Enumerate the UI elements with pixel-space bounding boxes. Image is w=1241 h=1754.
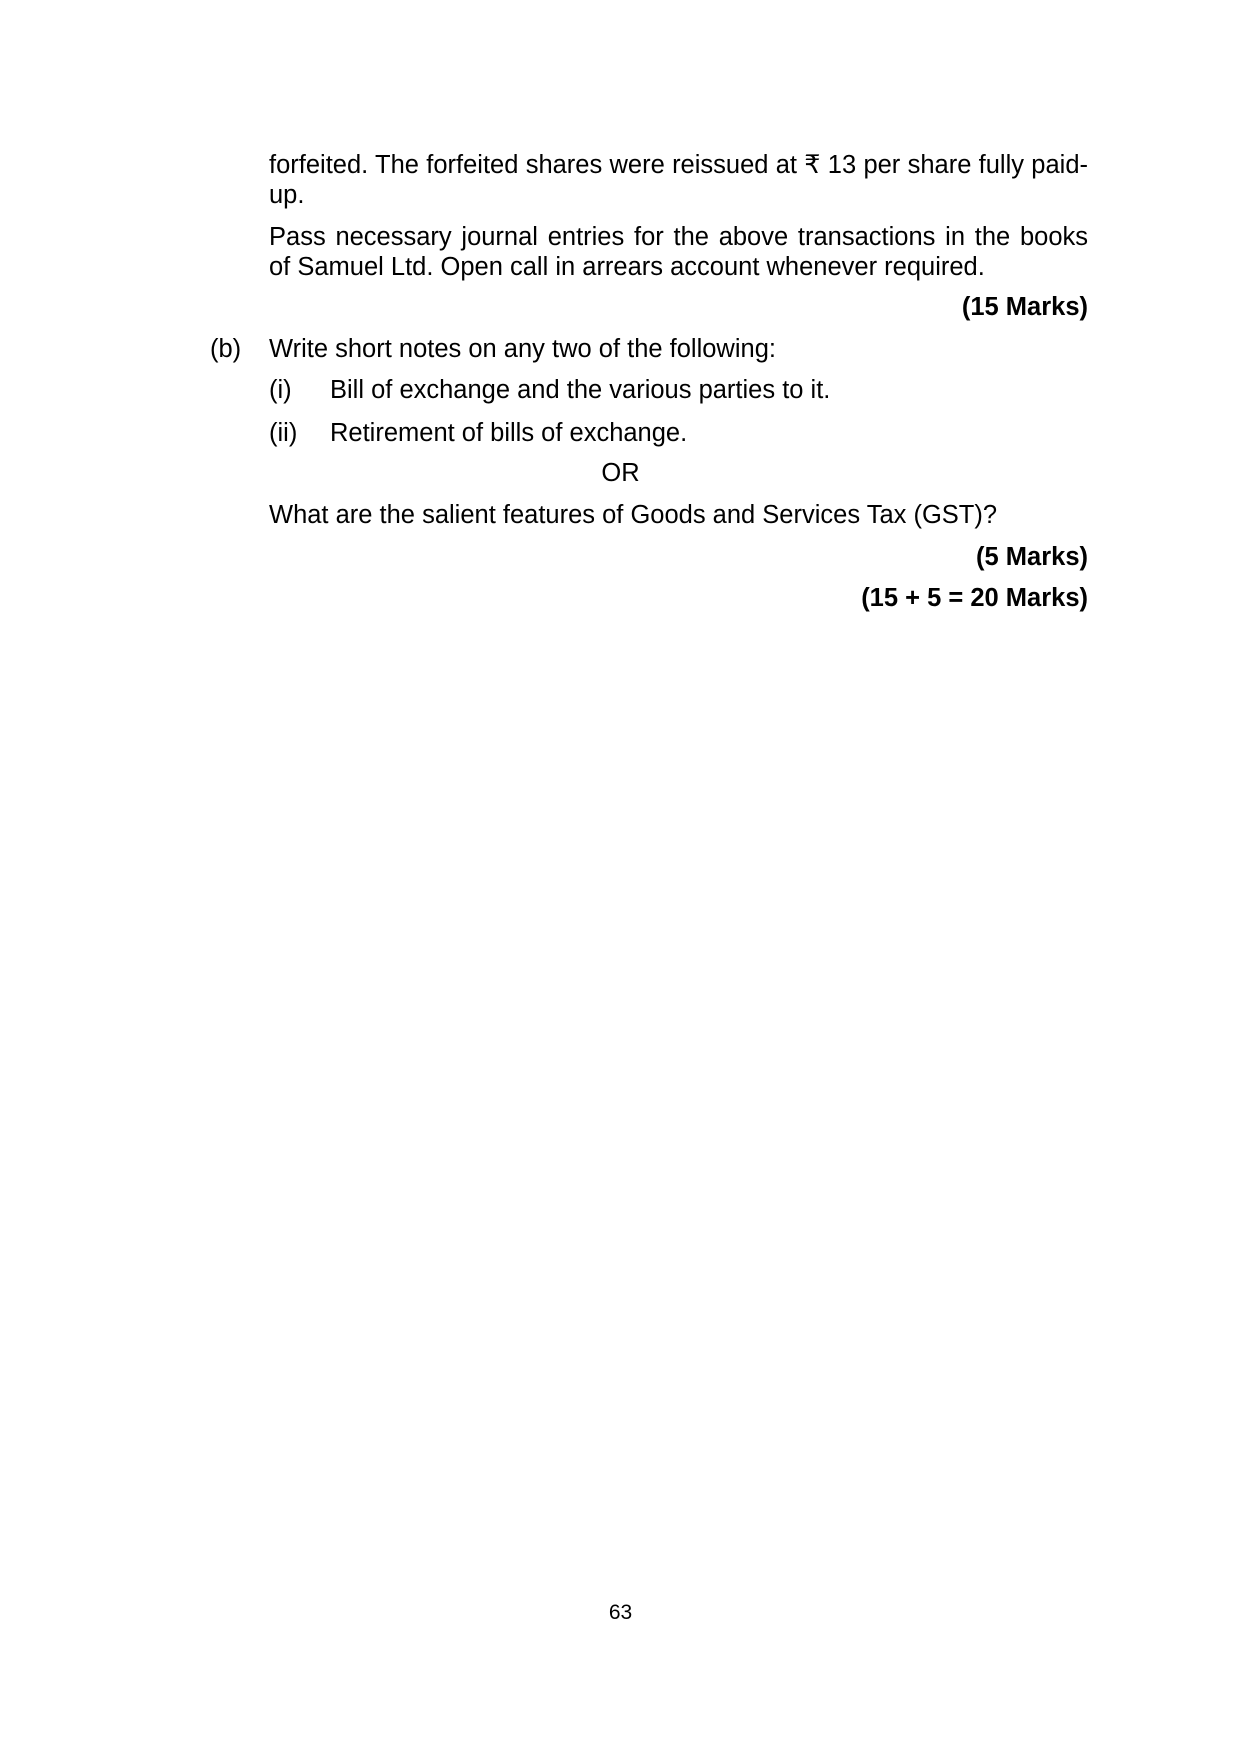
- instruction-line: of Samuel Ltd. Open call in arrears account whenever required.: [269, 253, 985, 281]
- list-item-label: (i): [269, 376, 292, 404]
- question-b-header: [0, 334, 1241, 364]
- list-item: [0, 418, 1241, 448]
- list-item-text: Bill of exchange and the various parties to it.: [330, 376, 831, 404]
- question-b-prompt: Write short notes on any two of the following:: [269, 335, 776, 363]
- question-b-marks: (5 Marks): [976, 543, 1088, 571]
- page-number: 63: [608, 1601, 633, 1624]
- total-marks: (15 + 5 = 20 Marks): [861, 584, 1088, 612]
- continuation-line: up.: [269, 181, 305, 209]
- question-a-marks: (15 Marks): [961, 293, 1088, 321]
- question-b-label: (b): [210, 335, 242, 363]
- or-separator: OR: [601, 459, 640, 487]
- instruction-paragraph: [269, 222, 1088, 282]
- list-item-label: (ii): [269, 419, 298, 447]
- list-item-text: Retirement of bills of exchange.: [330, 419, 688, 447]
- alternative-question: What are the salient features of Goods and Services Tax (GST)?: [269, 501, 998, 529]
- continuation-paragraph: [269, 150, 1088, 210]
- instruction-line: Pass necessary journal entries for the above transactions in the books: [269, 223, 1088, 251]
- list-item: [0, 375, 1241, 405]
- continuation-line: forfeited. The forfeited shares were reissued at ₹ 13 per share fully paid-: [269, 151, 1088, 179]
- alternative-question-row: [0, 500, 1241, 530]
